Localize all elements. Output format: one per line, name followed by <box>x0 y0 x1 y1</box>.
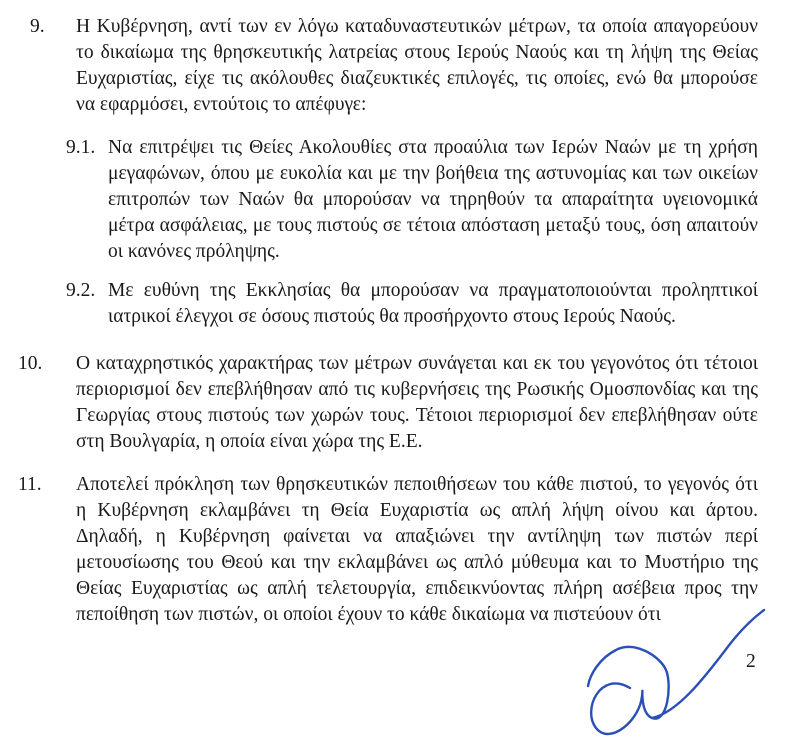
page-number: 2 <box>746 651 756 672</box>
paragraph-number: 11. <box>18 474 42 495</box>
paragraph-text: Να επιτρέψει τις Θείες Ακολουθίες στα προαύλια των Ιερών Ναών με τη χρήση μεγαφώνων, όπου με ευκολία και με την βοήθεια της αστυνομίας και των οικείων επιτροπών των Ναών θα μπορούσαν να τηρηθούν τα απαραίτητα υγειονομικά μέτρα ασφάλειας, με τους πιστούς σε τέτοια απόσταση μεταξύ τους, όση απαιτούν οι κανόνες πρόληψης. <box>108 137 758 262</box>
paragraph-number: 9.2. <box>66 280 96 301</box>
paragraph-9-1 <box>66 135 758 265</box>
paragraph-number: 10. <box>18 353 43 374</box>
paragraph-10 <box>18 351 758 455</box>
signature-stroke <box>588 610 764 734</box>
handwritten-signature-icon <box>560 600 800 746</box>
paragraph-number: 9. <box>30 16 45 37</box>
paragraph-text: Η Κυβέρνηση, αντί των εν λόγω καταδυναστευτικών μέτρων, τα οποία απαγορεύουν το δικαίωμα της θρησκευτικής λατρείας στους Ιερούς Ναούς και τη λήψη της Θείας Ευχαριστίας, είχε τις ακόλουθες διαζευκτικές επιλογές, τις οποίες, ενώ θα μπορούσε να εφαρμόσει, εντούτοις το απέφυγε: <box>76 16 758 115</box>
paragraph-text: Αποτελεί πρόκληση των θρησκευτικών πεποιθήσεων του κάθε πιστού, το γεγονός ότι η Κυβέρνηση εκλαμβάνει τη Θεία Ευχαριστία ως απλή λήψη οίνου και άρτου. Δηλαδή, η Κυβέρνηση φαίνεται να απαξιώνει την αντίληψη των πιστών περί μετουσίωσης του Θεού και την εκλαμβάνει ως απλό μύθευμα και το Μυστήριο της Θείας Ευχαριστίας ως απλή τελετουργία, επιδεικνύοντας πλήρη ασέβεια προς την πεποίθηση των πιστών, οι οποίοι έχουν το κάθε δικαίωμα να πιστεύουν ότι <box>76 474 758 625</box>
paragraph-text: Με ευθύνη της Εκκλησίας θα μπορούσαν να πραγματοποιούνται προληπτικοί ιατρικοί έλεγχοι σε όσους πιστούς θα προσήρχοντο στους Ιερούς Ναούς. <box>108 280 758 327</box>
paragraph-9 <box>30 14 758 118</box>
paragraph-text: Ο καταχρηστικός χαρακτήρας των μέτρων συνάγεται και εκ του γεγονότος ότι τέτοιοι περιορισμοί δεν επεβλήθησαν από τις κυβερνήσεις της Ρωσικής Ομοσπονδίας και της Γεωργίας στους πιστούς των χωρών τους. Τέτοιοι περιορισμοί δεν επεβλήθησαν ούτε στη Βουλγαρία, η οποία είναι χώρα της Ε.Ε. <box>76 353 758 452</box>
paragraph-9-2 <box>66 278 758 330</box>
paragraph-number: 9.1. <box>66 137 96 158</box>
